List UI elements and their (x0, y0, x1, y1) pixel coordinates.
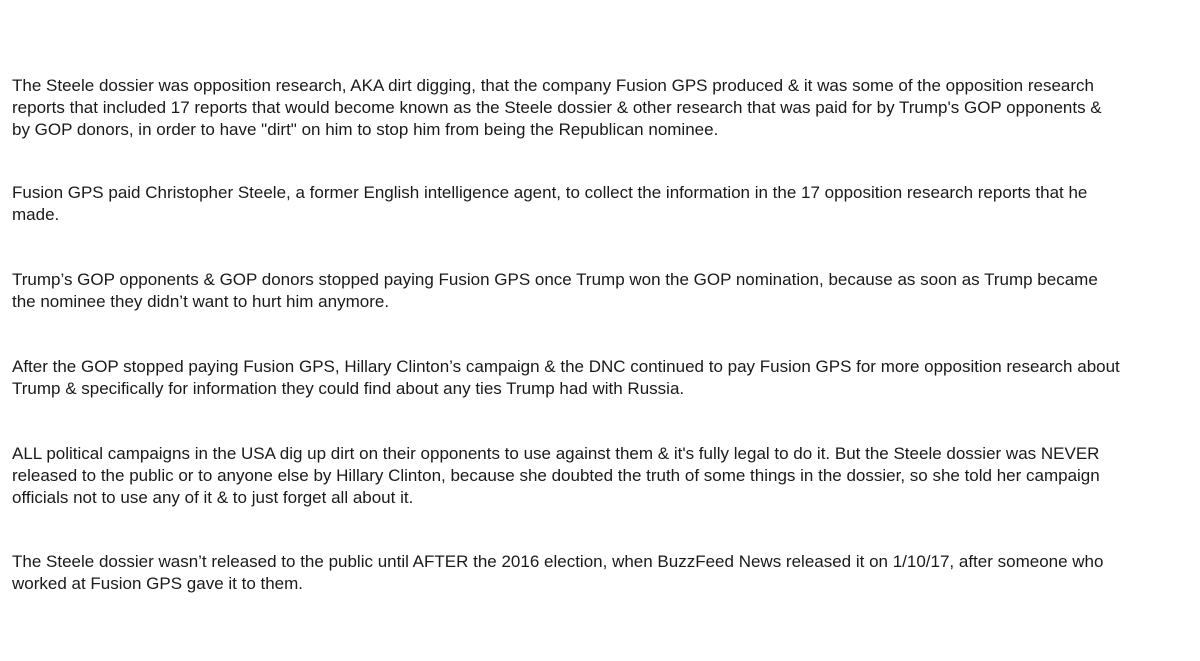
text-line: by GOP donors, in order to have "dirt" on him to stop him from being the Republican nominee. (12, 120, 719, 139)
text-line: After the GOP stopped paying Fusion GPS, Hillary Clinton’s campaign & the DNC continued to pay Fusion GPS for more opposition research about (12, 357, 1120, 376)
paragraph-gop-stopped-paying (12, 269, 1192, 313)
text-line: Fusion GPS paid Christopher Steele, a former English intelligence agent, to collect the information in the 17 opposition research reports that he (12, 183, 1088, 202)
paragraph-campaign-dirt-legal (12, 443, 1192, 509)
paragraph-clinton-dnc-payment (12, 356, 1192, 400)
text-line: ALL political campaigns in the USA dig up dirt on their opponents to use against them & it's fully legal to do it. But the Steele dossier was NEVER (12, 444, 1100, 463)
text-line: Trump’s GOP opponents & GOP donors stopped paying Fusion GPS once Trump won the GOP nomination, because as soon as Trump became (12, 270, 1098, 289)
text-line: made. (12, 205, 60, 224)
text-line: released to the public or to anyone else by Hillary Clinton, because she doubted the truth of some things in the dossier, so she told her campaign (12, 466, 1100, 485)
text-line: worked at Fusion GPS gave it to them. (12, 574, 304, 593)
paragraph-steele-dossier-origin (12, 75, 1192, 141)
text-line: The Steele dossier wasn’t released to the public until AFTER the 2016 election, when BuzzFeed News released it on 1/10/17, after someone who (12, 552, 1104, 571)
paragraph-buzzfeed-release (12, 551, 1192, 595)
text-line: The Steele dossier was opposition research, AKA dirt digging, that the company Fusion GPS produced & it was some of the opposition research (12, 76, 1094, 95)
text-line: officials not to use any of it & to just forget all about it. (12, 488, 414, 507)
text-line: reports that included 17 reports that would become known as the Steele dossier & other research that was paid for by Trump's GOP opponents & (12, 98, 1102, 117)
paragraph-christopher-steele (12, 182, 1192, 226)
text-line: Trump & specifically for information they could find about any ties Trump had with Russia. (12, 379, 685, 398)
text-line: the nominee they didn’t want to hurt him anymore. (12, 292, 390, 311)
